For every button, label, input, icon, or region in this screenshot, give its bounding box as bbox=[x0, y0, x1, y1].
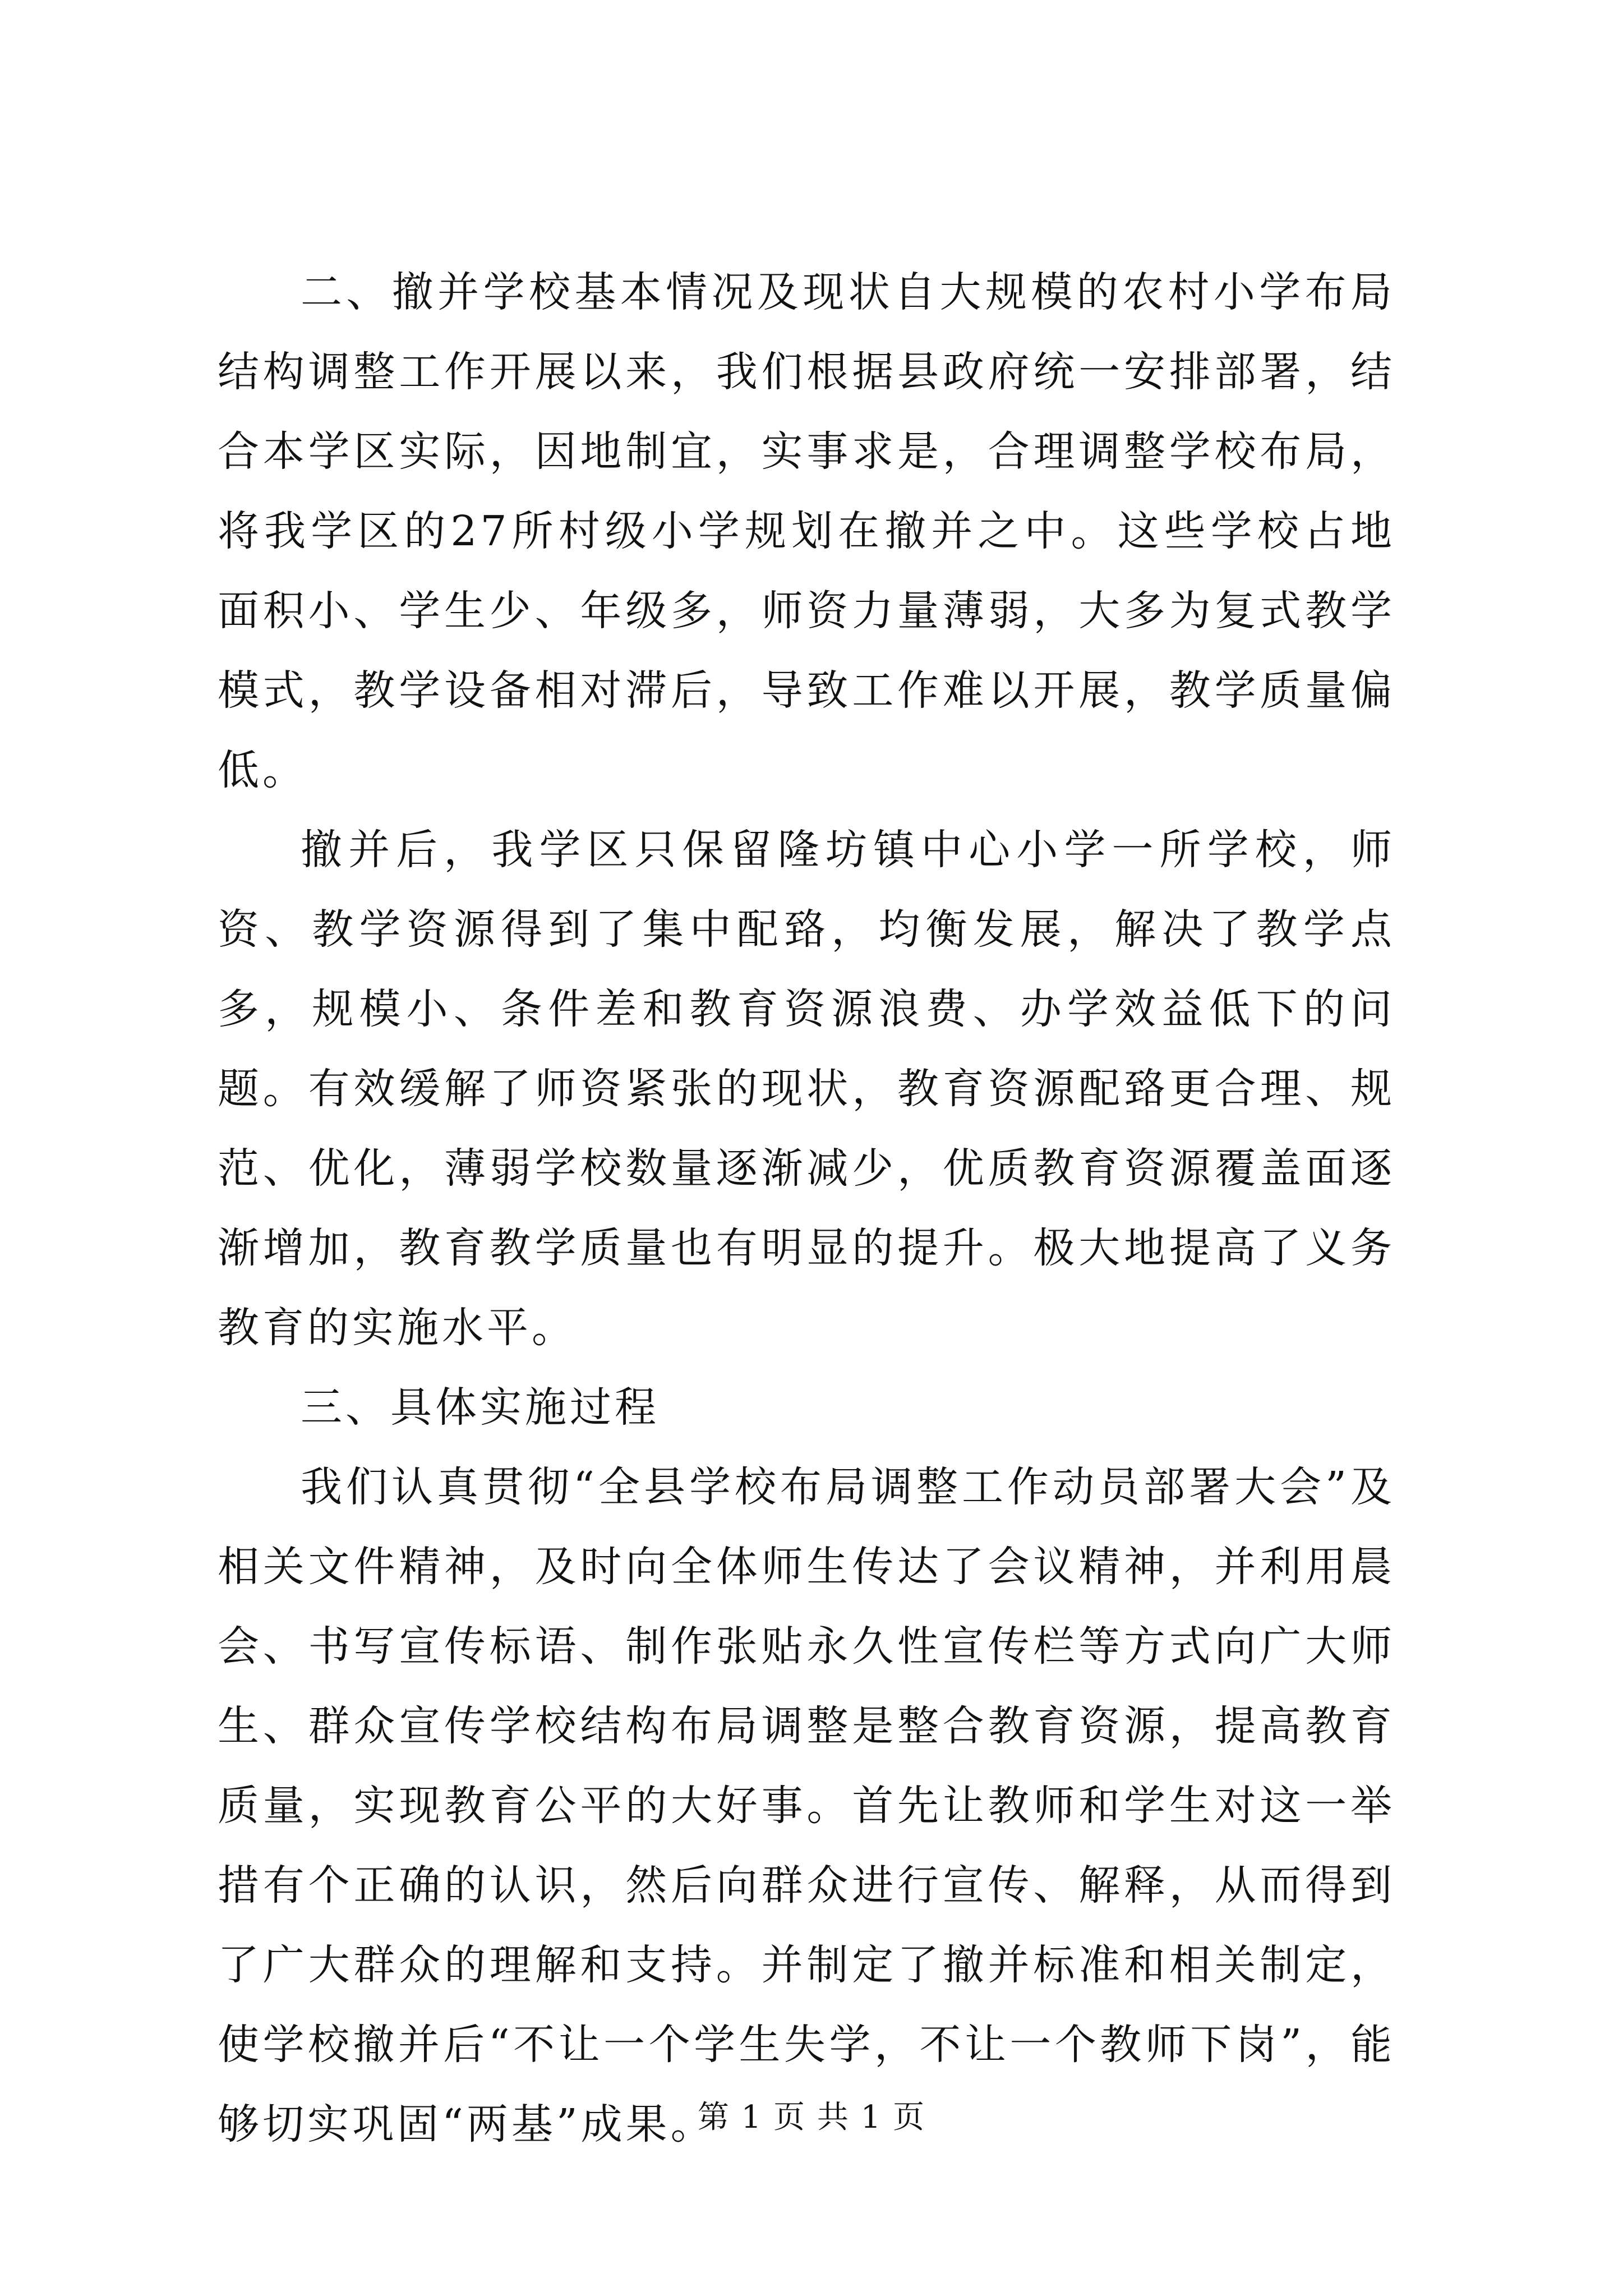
paragraph-school-merger-overview: 二、撤并学校基本情况及现状自大规模的农村小学布局结构调整工作开展以来，我们根据县政府统一安排部署，结合本学区实际，因地制宜，实事求是，合理调整学校布局，将我学区的27所村级小学规划在撤并之中。这些学校占地面积小、学生少、年级多，师资力量薄弱，大多为复式教学模式，教学设备相对滞后，导致工作难以开展，教学质量偏低。 bbox=[218, 268, 1395, 794]
page-number-label: 第 1 页 共 1 页 bbox=[697, 2099, 926, 2136]
document-body bbox=[218, 252, 1395, 2164]
section-heading-implementation: 三、具体实施过程 bbox=[301, 1383, 660, 1432]
page-footer bbox=[0, 2095, 1623, 2140]
paragraph-after-merger: 撤并后，我学区只保留隆坊镇中心小学一所学校，师资、教学资源得到了集中配臵，均衡发展，解决了教学点多，规模小、条件差和教育资源浪费、办学效益低下的问题。有效缓解了师资紧张的现状，教育资源配臵更合理、规范、优化，薄弱学校数量逐渐减少，优质教育资源覆盖面逐渐增加，教育教学质量也有明显的提升。极大地提高了义务教育的实施水平。 bbox=[218, 826, 1395, 1352]
paragraph-implementation-process: 我们认真贯彻“全县学校布局调整工作动员部署大会”及相关文件精神，及时向全体师生传达了会议精神，并利用晨会、书写宣传标语、制作张贴永久性宣传栏等方式向广大师生、群众宣传学校结构布局调整是整合教育资源，提高教育质量，实现教育公平的大好事。首先让教师和学生对这一举措有个正确的认识，然后向群众进行宣传、解释，从而得到了广大群众的理解和支持。并制定了撤并标准和相关制定，使学校撤并后“不让一个学生失学，不让一个教师下岗”，能够切实巩固“两基”成果。 bbox=[218, 1463, 1395, 2148]
